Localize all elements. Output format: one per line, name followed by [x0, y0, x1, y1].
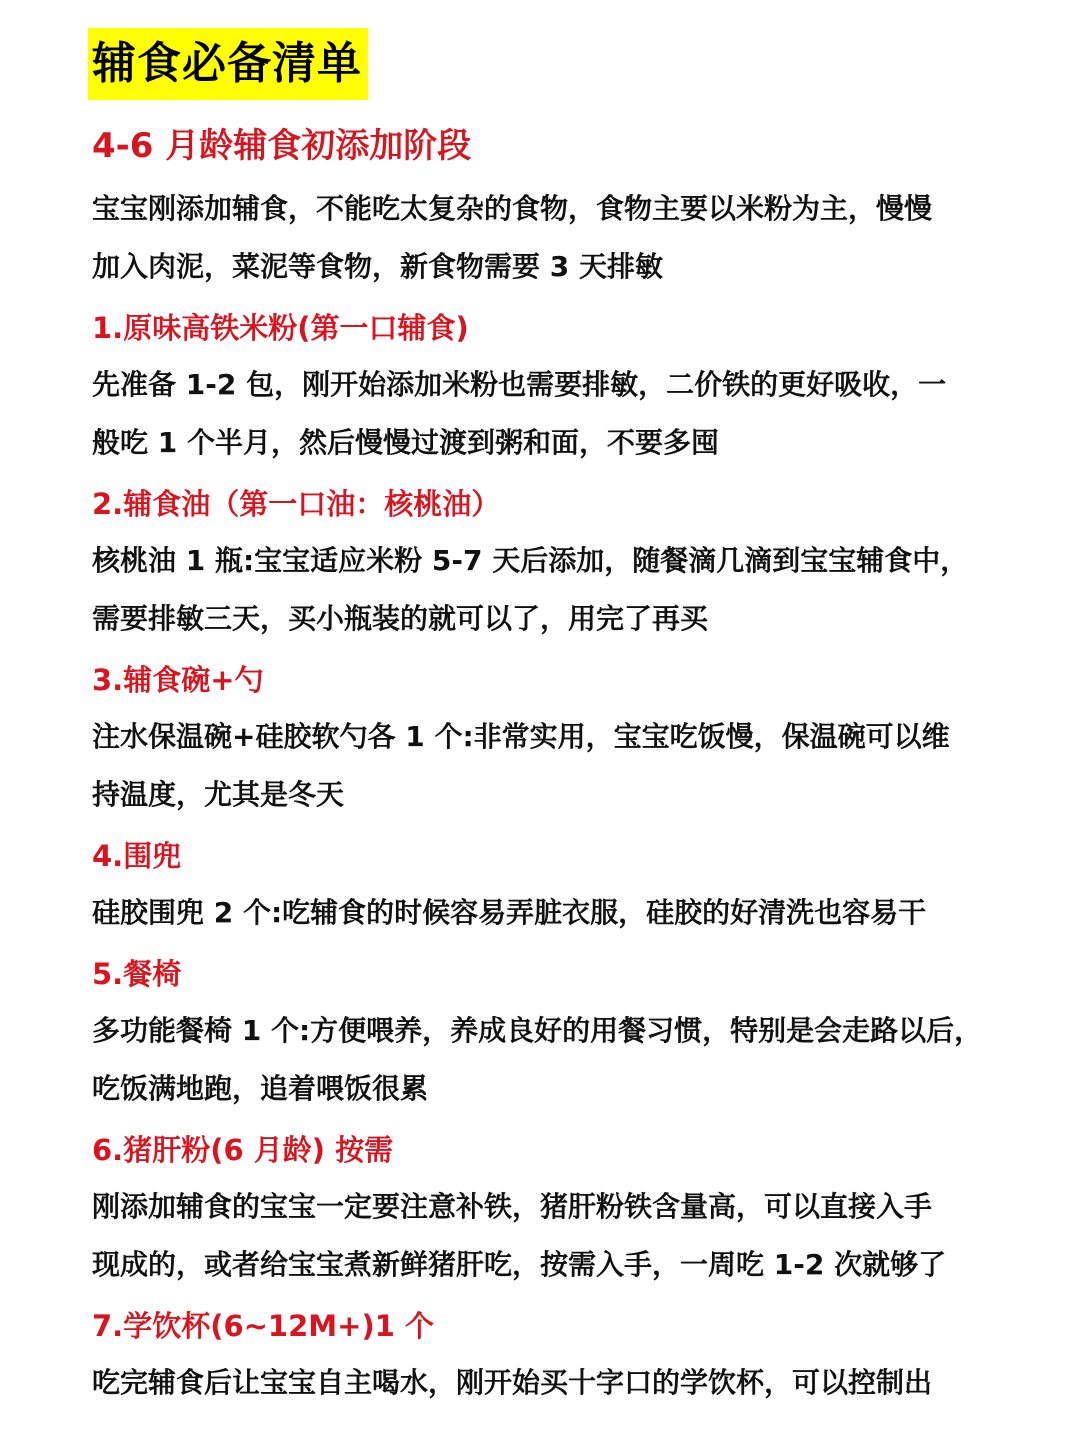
- section-bowl-spoon: [92, 652, 1020, 824]
- section-heading: 2.辅食油（第一口油：核桃油）: [92, 487, 501, 521]
- section-bib: [92, 828, 1020, 942]
- section-body: [92, 708, 1020, 824]
- body-line: 注水保温碗+硅胶软勺各 1 个:非常实用，宝宝吃饭慢，保温碗可以维: [92, 720, 950, 753]
- section-rice-cereal: [92, 300, 1020, 472]
- section-body: [92, 1354, 1020, 1412]
- section-heading: 1.原味高铁米粉(第一口辅食): [92, 311, 469, 345]
- intro-line: 宝宝刚添加辅食，不能吃太复杂的食物，食物主要以米粉为主，慢慢: [92, 192, 933, 225]
- body-line: 吃完辅食后让宝宝自主喝水，刚开始买十字口的学饮杯，可以控制出: [92, 1366, 933, 1399]
- body-line: 持温度，尤其是冬天: [92, 778, 345, 811]
- section-body: [92, 532, 1020, 648]
- section-body: [92, 884, 1020, 942]
- intro-line: 加入肉泥，菜泥等食物，新食物需要 3 天排敏: [92, 250, 663, 283]
- section-heading: 7.学饮杯(6~12M+)1 个: [92, 1309, 434, 1343]
- body-line: 刚添加辅食的宝宝一定要注意补铁，猪肝粉铁含量高，可以直接入手: [92, 1190, 933, 1223]
- body-line: 多功能餐椅 1 个:方便喂养，养成良好的用餐习惯，特别是会走路以后，: [92, 1014, 983, 1047]
- body-line: 现成的，或者给宝宝煮新鲜猪肝吃，按需入手，一周吃 1-2 次就够了: [92, 1248, 947, 1281]
- page-title: 辅食必备清单: [88, 28, 368, 100]
- body-line: 般吃 1 个半月，然后慢慢过渡到粥和面，不要多囤: [92, 426, 719, 459]
- body-line: 先准备 1-2 包，刚开始添加米粉也需要排敏，二价铁的更好吸收，一: [92, 368, 947, 401]
- body-line: 硅胶围兜 2 个:吃辅食的时候容易弄脏衣服，硅胶的好清洗也容易干: [92, 896, 927, 929]
- body-line: 吃饭满地跑，追着喂饭很累: [92, 1072, 429, 1105]
- section-heading: 5.餐椅: [92, 957, 182, 991]
- section-body: [92, 1178, 1020, 1294]
- body-line: 核桃油 1 瓶:宝宝适应米粉 5-7 天后添加，随餐滴几滴到宝宝辅食中，: [92, 544, 969, 577]
- body-line: 需要排敏三天，买小瓶装的就可以了，用完了再买: [92, 602, 709, 635]
- section-sippy-cup: [92, 1298, 1020, 1412]
- section-food-oil: [92, 476, 1020, 648]
- section-body: [92, 356, 1020, 472]
- section-high-chair: [92, 946, 1020, 1118]
- section-heading: 3.辅食碗+勺: [92, 663, 264, 697]
- section-heading: 6.猪肝粉(6 月龄) 按需: [92, 1133, 394, 1167]
- section-liver-powder: [92, 1122, 1020, 1294]
- stage-heading: 4-6 月龄辅食初添加阶段: [92, 126, 472, 166]
- intro-paragraph: [92, 180, 1020, 296]
- section-body: [92, 1002, 1020, 1118]
- section-heading: 4.围兜: [92, 839, 182, 873]
